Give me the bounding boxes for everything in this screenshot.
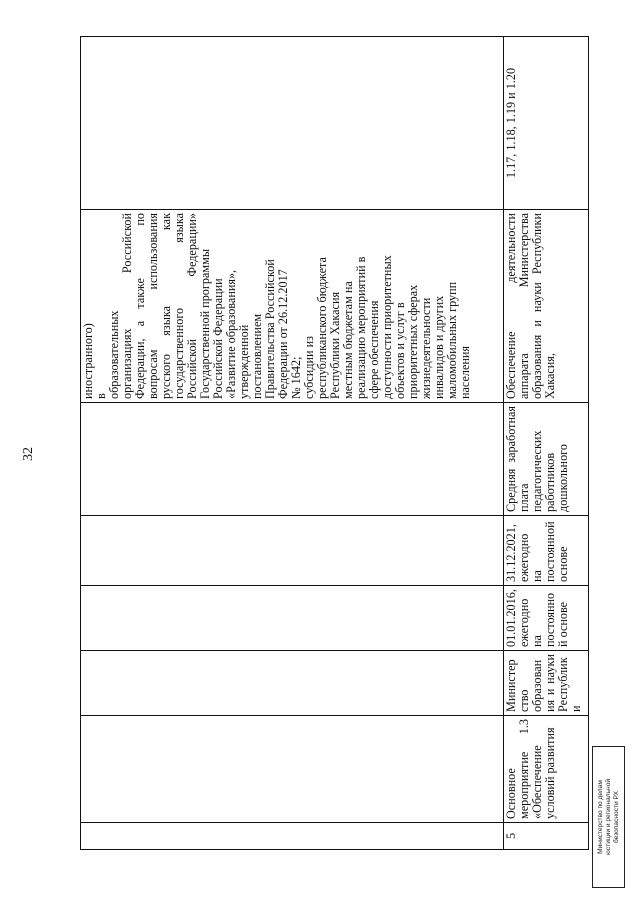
- text-line: Государственной программы: [198, 248, 212, 399]
- text-line: реализацию мероприятий в: [354, 256, 368, 399]
- cell-empty: [81, 651, 504, 716]
- text-line: субсидии из: [302, 336, 316, 399]
- text-line: № 1642;: [289, 356, 303, 399]
- text-line: постановлением: [250, 313, 264, 399]
- text-line: местным бюджетам на: [341, 281, 355, 399]
- indicator: Средняя заработная плата педагогических работников дошкольного: [504, 403, 589, 516]
- page-number: 32: [21, 447, 36, 461]
- stamp-line: безопасности РХ: [612, 791, 620, 844]
- program-table: [80, 37, 587, 850]
- text-line: Федерации от 26.12.2017: [276, 269, 290, 399]
- text-line: республиканского бюджета: [315, 257, 329, 399]
- text-line: Российской Федерации»: [185, 213, 199, 399]
- text-line: сфере обеспечения: [367, 300, 381, 399]
- text-line: образовательных: [107, 310, 121, 399]
- text-line: приоритетных сферах: [406, 284, 420, 399]
- funding-continuation-cell: [81, 210, 504, 403]
- text-line: населения: [458, 345, 472, 399]
- linked-indicators: 1.17, 1.18, 1.19 и 1.20: [504, 37, 589, 210]
- text-line: организациях Российской: [120, 213, 134, 399]
- text-line: в: [94, 393, 108, 399]
- funding-direction: Обеспечение деятельности аппарата Министерства образования и науки Республики Хакасия,: [504, 210, 589, 403]
- text-line: утвержденной: [237, 324, 251, 399]
- text-line: маломобильных групп: [445, 281, 459, 399]
- text-line: объектов и услуг в: [393, 302, 407, 399]
- text-line: вопросам использования: [146, 213, 160, 399]
- cell-empty: [81, 516, 504, 586]
- table-row: [504, 37, 589, 850]
- cell-empty: [81, 586, 504, 651]
- end-date: 31.12.2021, ежегодно на постоянной основе: [504, 516, 589, 586]
- stamp-line: юстиции и региональной: [604, 778, 612, 856]
- cell-empty: [81, 403, 504, 516]
- text-line: инвалидов и других: [432, 295, 446, 399]
- text-line: «Развитие образования»,: [224, 269, 238, 399]
- stamp-line: Министерство по делам: [596, 780, 604, 854]
- text-line: Правительства Российской: [263, 259, 277, 399]
- text-line: Российской Федерации: [211, 278, 225, 399]
- cell-empty: [81, 716, 504, 823]
- row-number: 5: [504, 823, 589, 850]
- cell-empty: [81, 823, 504, 850]
- continuation-row: [81, 37, 504, 850]
- text-line: иностранного): [81, 323, 95, 399]
- text-line: русского языка как: [159, 213, 173, 399]
- text-line: государственного языка: [172, 213, 186, 399]
- registration-stamp: [592, 746, 625, 888]
- text-line: Федерации, а также по: [133, 213, 147, 399]
- executor: Министерство образования и науки Республики: [504, 651, 589, 716]
- text-line: Республики Хакасия: [328, 291, 342, 399]
- event-name: Основное мероприятие 1.3 «Обеспечение условий развития: [504, 716, 589, 823]
- text-line: жизнедеятельности: [419, 297, 433, 399]
- text-line: доступности приоритетных: [380, 255, 394, 399]
- cell-empty: [81, 37, 504, 210]
- start-date: 01.01.2016, ежегодно на постоянной основе: [504, 586, 589, 651]
